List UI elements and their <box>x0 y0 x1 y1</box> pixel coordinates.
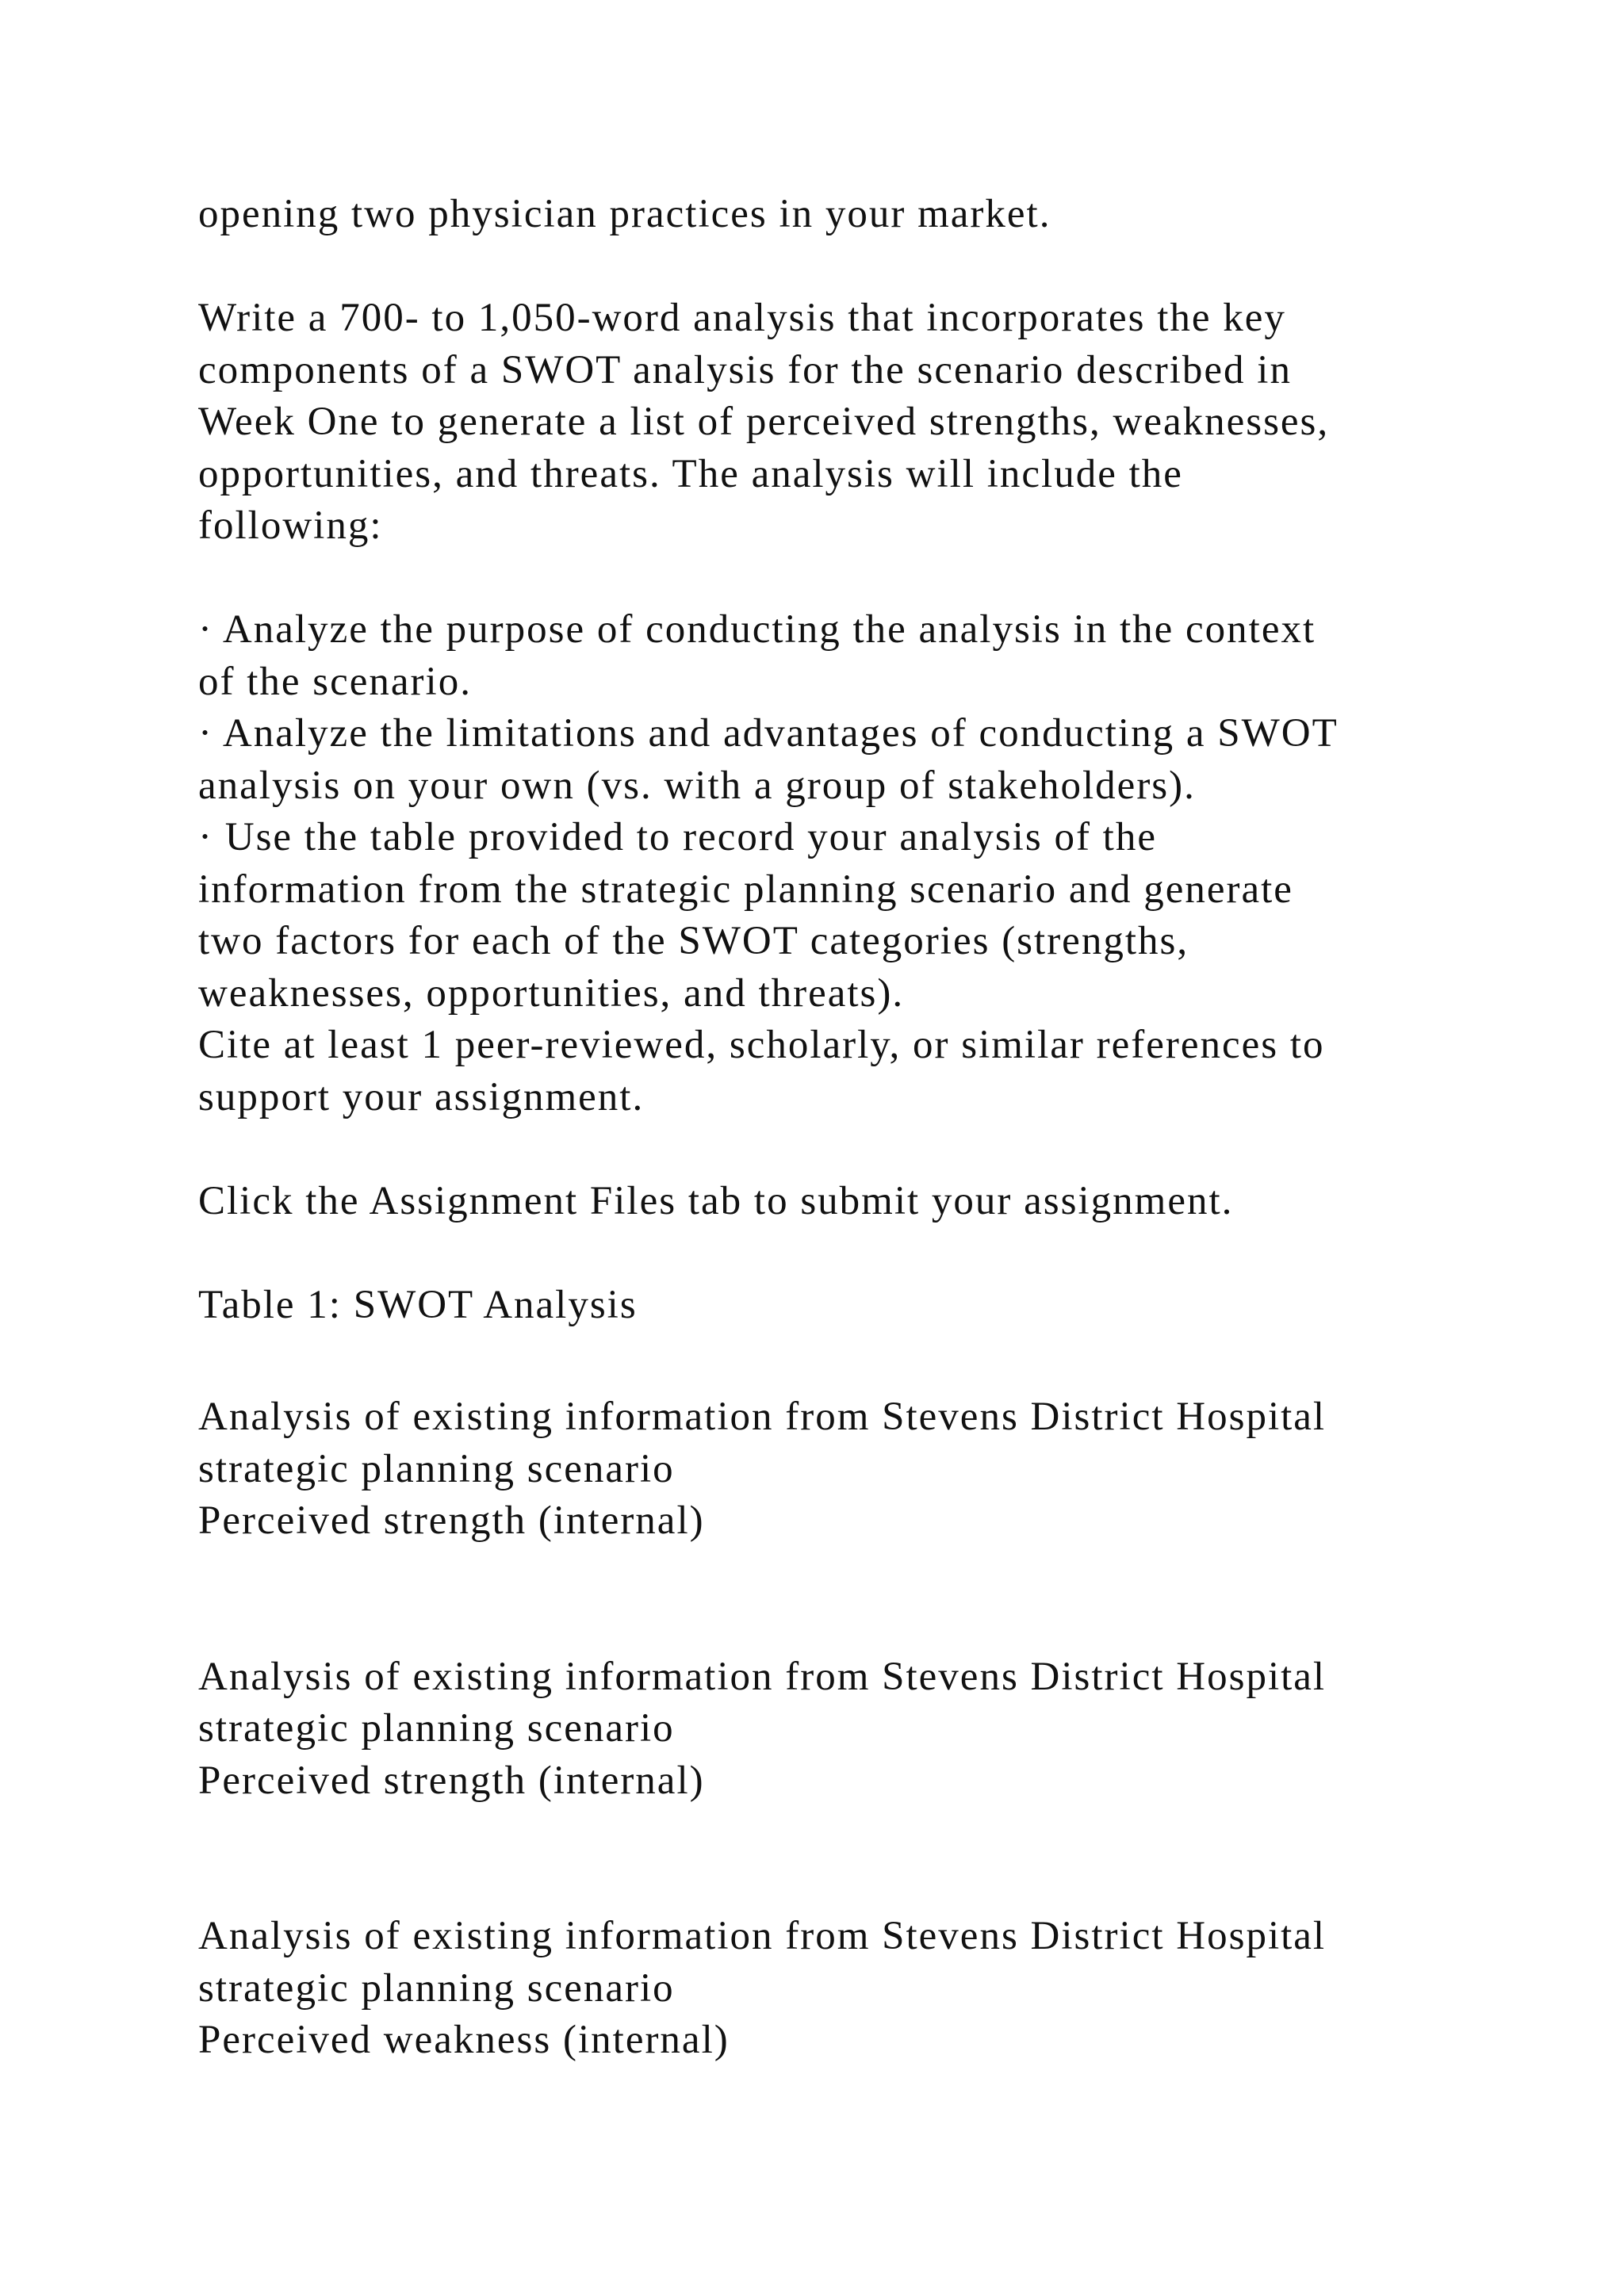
requirement-line: · Analyze the limitations and advantages of conducting a SWOT <box>198 711 1339 756</box>
paragraph-line: following: <box>198 503 383 548</box>
table-row-analysis: Analysis of existing information from Stevens District Hospital <box>198 1395 1327 1439</box>
document-body <box>198 189 1483 2067</box>
paragraph-spacer <box>198 1331 1483 1391</box>
requirement-line: of the scenario. <box>198 659 472 704</box>
submit-instruction: Click the Assignment Files tab to submit your assignment. <box>198 1178 1234 1223</box>
paragraph-spacer <box>198 241 1483 293</box>
paragraph-spacer <box>198 553 1483 605</box>
swot-table-row <box>198 1651 1483 1808</box>
table-row-category: Perceived strength (internal) <box>198 1498 705 1543</box>
paragraph-spacer <box>198 1227 1483 1280</box>
requirement-line: · Analyze the purpose of conducting the analysis in the context <box>198 607 1316 652</box>
requirement-line: analysis on your own (vs. with a group of stakeholders). <box>198 763 1196 808</box>
table-row-category: Perceived weakness (internal) <box>198 2018 730 2062</box>
paragraph-line: components of a SWOT analysis for the scenario described in <box>198 347 1292 392</box>
table-row-analysis: strategic planning scenario <box>198 1965 675 2011</box>
requirements-list <box>198 604 1483 1123</box>
table-row-analysis: Analysis of existing information from Stevens District Hospital <box>198 1654 1327 1699</box>
paragraph-line: opportunities, and threats. The analysis will include the <box>198 451 1183 496</box>
swot-table-row <box>198 1911 1483 2067</box>
table-row-analysis: strategic planning scenario <box>198 1706 675 1751</box>
table-title: Table 1: SWOT Analysis <box>198 1282 638 1327</box>
paragraph-line: Week One to generate a list of perceived strengths, weaknesses, <box>198 400 1330 444</box>
table-row-analysis: Analysis of existing information from Stevens District Hospital <box>198 1914 1327 1958</box>
requirement-line: weaknesses, opportunities, and threats). <box>198 970 905 1016</box>
citation-line: Cite at least 1 peer-reviewed, scholarly, or similar references to <box>198 1023 1325 1067</box>
assignment-paragraph <box>198 293 1483 553</box>
table-row-category: Perceived strength (internal) <box>198 1758 705 1803</box>
paragraph-spacer <box>198 1123 1483 1176</box>
citation-line: support your assignment. <box>198 1074 645 1119</box>
paragraph-line: Write a 700- to 1,050-word analysis that incorporates the key <box>198 296 1286 340</box>
requirement-line: two factors for each of the SWOT categories (strengths, <box>198 919 1189 963</box>
table-row-analysis: strategic planning scenario <box>198 1446 675 1491</box>
swot-table-row <box>198 1391 1483 1548</box>
row-spacer <box>198 1807 1483 1911</box>
requirement-line: · Use the table provided to record your analysis of the <box>198 815 1157 859</box>
intro-line: opening two physician practices in your market. <box>198 192 1051 236</box>
requirement-line: information from the strategic planning scenario and generate <box>198 867 1293 912</box>
row-spacer <box>198 1548 1483 1651</box>
